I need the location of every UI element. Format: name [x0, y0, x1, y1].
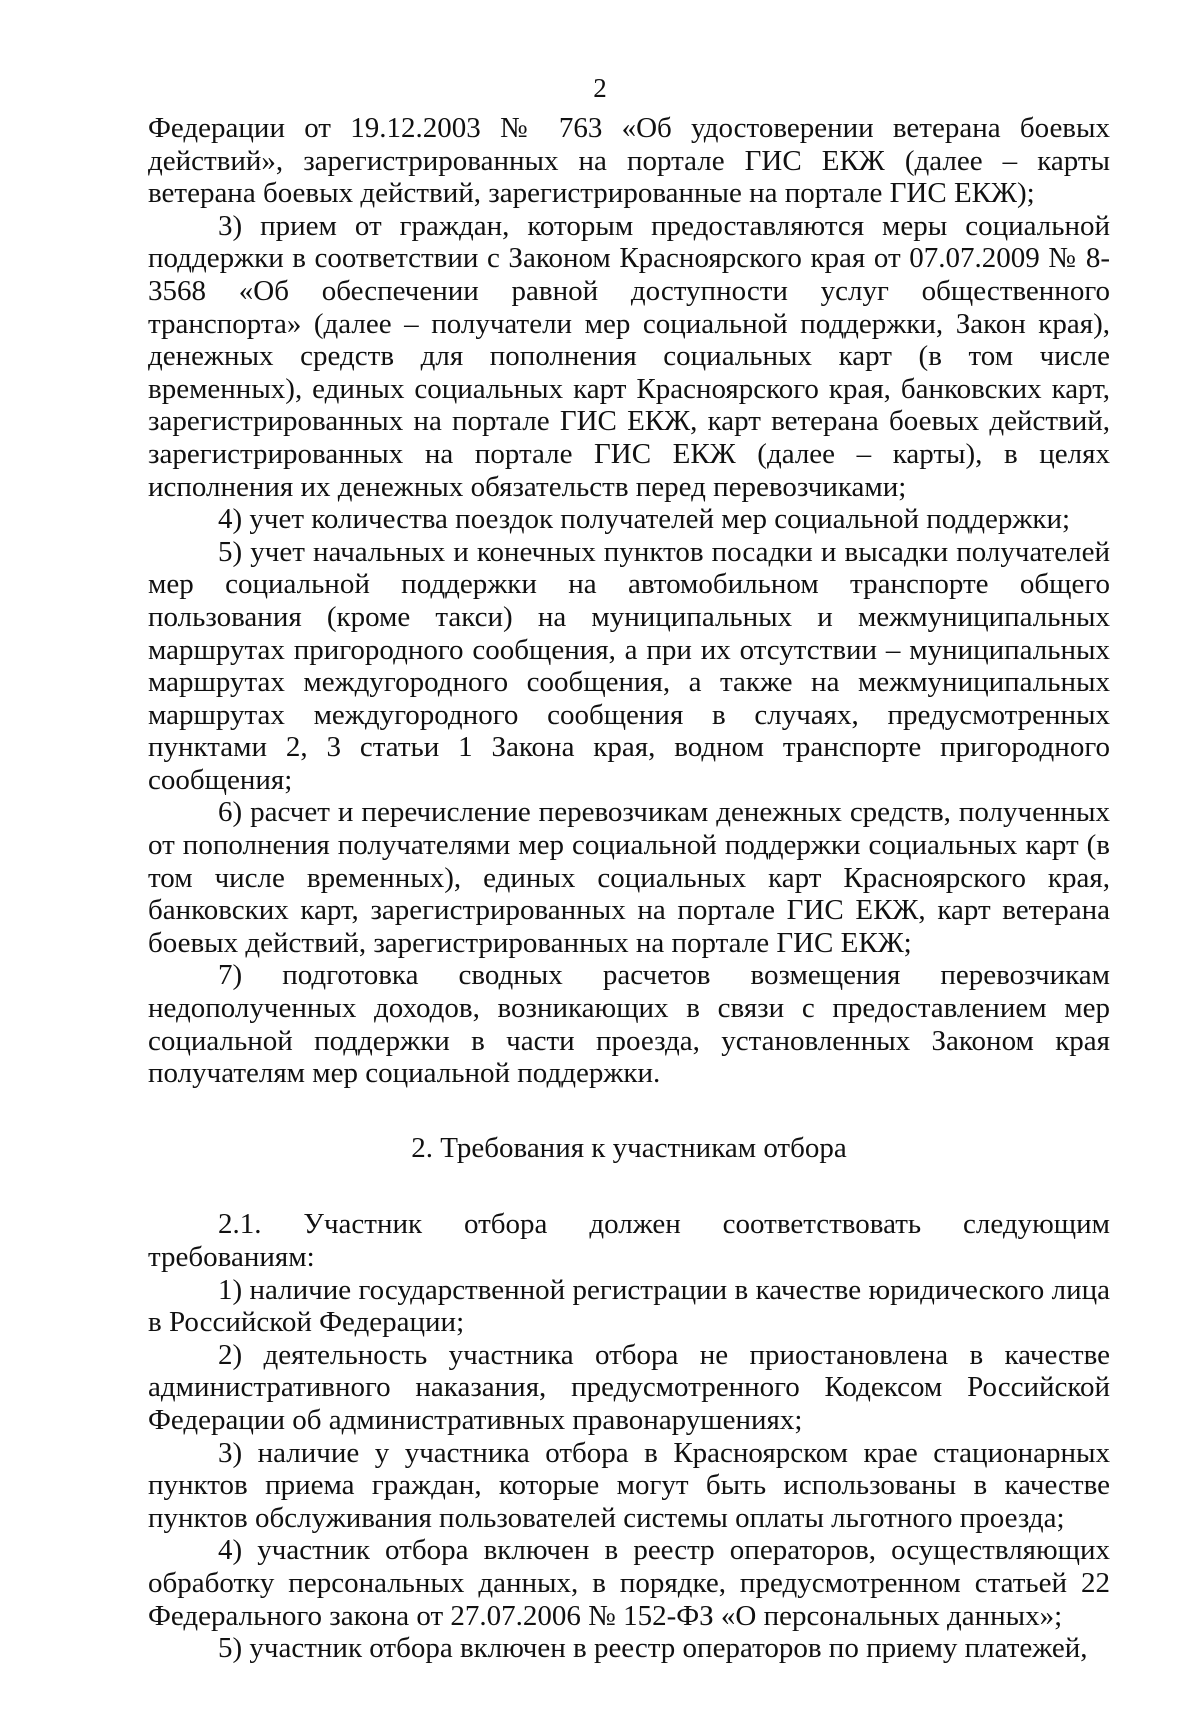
paragraph: 4) учет количества поездок получателей мер социальной поддержки;	[218, 503, 1071, 536]
page-number: 2	[593, 73, 607, 103]
paragraph: 6) расчет и перечисление перевозчикам денежных средств, полученных от пополнения получателями мер социальной поддержки социальных карт (в том числе временных), единых социальных карт Красноярского края, банковских карт, зарегистрированных на портале ГИС ЕКЖ, карт ветерана боевых действий, зарегистрированных на портале ГИС ЕКЖ;	[148, 796, 1110, 959]
paragraph: Федерации от 19.12.2003 № 763 «Об удостоверении ветерана боевых действий», зарегистрированных на портале ГИС ЕКЖ (далее – карты ветерана боевых действий, зарегистрированные на портале ГИС ЕКЖ);	[148, 112, 1110, 210]
paragraph-group-before-heading	[148, 112, 1110, 1090]
paragraph: 7) подготовка сводных расчетов возмещения перевозчикам недополученных доходов, возникающих в связи с предоставлением мер социальной поддержки в части проезда, установленных Законом края получателям мер социальной поддержки.	[148, 959, 1110, 1090]
paragraph: 1) наличие государственной регистрации в качестве юридического лица в Российской Федерации;	[148, 1273, 1110, 1339]
paragraph: 4) участник отбора включен в реестр операторов, осуществляющих обработку персональных данных, в порядке, предусмотренном статьей 22 Федерального закона от 27.07.2006 № 152-ФЗ «О персональных данных»;	[148, 1534, 1110, 1632]
paragraph: 3) наличие у участника отбора в Красноярском крае стационарных пунктов приема граждан, которые могут быть использованы в качестве пунктов обслуживания пользователей системы оплаты льготного проезда;	[148, 1436, 1110, 1534]
paragraph-group-after-heading	[148, 1208, 1110, 1664]
section-heading: 2. Требования к участникам отбора	[411, 1131, 847, 1164]
paragraph: 2) деятельность участника отбора не приостановлена в качестве административного наказания, предусмотренного Кодексом Российской Федерации об административных правонарушениях;	[148, 1338, 1110, 1436]
paragraph: 2.1. Участник отбора должен соответствовать следующим требованиям:	[148, 1208, 1110, 1273]
paragraph: 5) участник отбора включен в реестр операторов по приему платежей,	[218, 1632, 1088, 1665]
document-body	[148, 112, 1110, 1665]
paragraph: 3) прием от граждан, которым предоставляются меры социальной поддержки в соответствии с Законом Красноярского края от 07.07.2009 № 8-3568 «Об обеспечении равной доступности услуг общественного транспорта» (далее – получатели мер социальной поддержки, Закон края), денежных средств для пополнения социальных карт (в том числе временных), единых социальных карт Красноярского края, банковских карт, зарегистрированных на портале ГИС ЕКЖ, карт ветерана боевых действий, зарегистрированных на портале ГИС ЕКЖ (далее – карты), в целях исполнения их денежных обязательств перед перевозчиками;	[148, 209, 1110, 503]
paragraph: 5) учет начальных и конечных пунктов посадки и высадки получателей мер социальной поддержки на автомобильном транспорте общего пользования (кроме такси) на муниципальных и межмуниципальных маршрутах пригородного сообщения, а при их отсутствии – муниципальных маршрутах междугородного сообщения, а также на межмуниципальных маршрутах междугородного сообщения в случаях, предусмотренных пунктами 2, 3 статьи 1 Закона края, водном транспорте пригородного сообщения;	[148, 535, 1110, 796]
